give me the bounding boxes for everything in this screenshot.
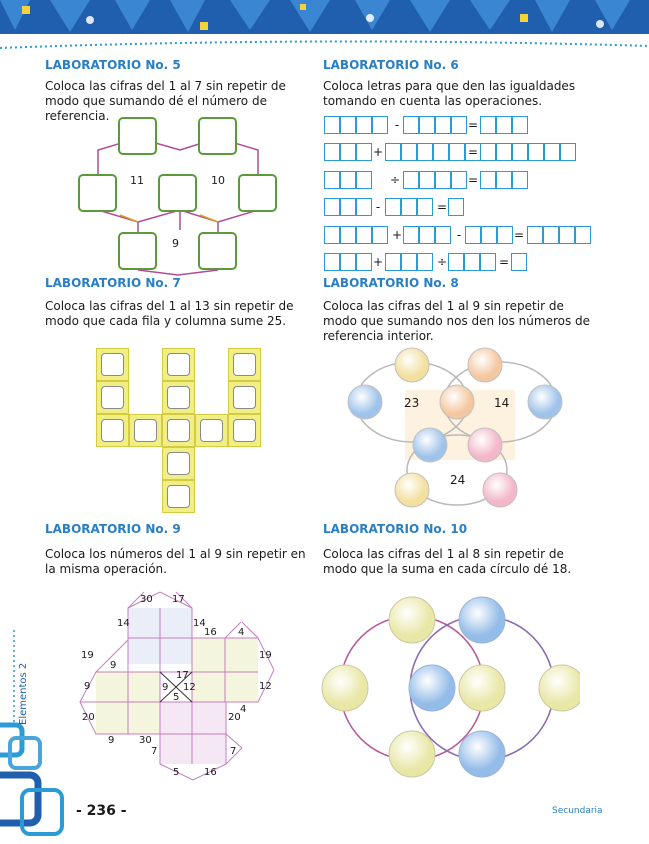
lab8-ref: 14 — [494, 396, 510, 410]
lab6-operator: - — [456, 228, 462, 242]
lab9-clue: 5 — [173, 692, 180, 703]
lab7-cell-box — [167, 419, 190, 442]
lab6-letter-box[interactable] — [401, 143, 417, 161]
lab7-cell-box — [233, 419, 256, 442]
lab8-cell — [395, 348, 429, 382]
lab6-letter-box[interactable] — [403, 171, 419, 189]
lab9-clue: 17 — [172, 594, 185, 605]
lab9-clue: 19 — [259, 650, 272, 661]
lab8-title: LABORATORIO No. 8 — [323, 276, 459, 290]
lab6-letter-box[interactable] — [340, 226, 356, 244]
sidebar-decoration — [0, 630, 75, 844]
lab6-letter-box[interactable] — [465, 226, 481, 244]
lab5-title: LABORATORIO No. 5 — [45, 58, 181, 72]
footer-level: Secundaria — [552, 806, 603, 816]
lab10-cell — [459, 597, 505, 643]
lab7-cell-box — [233, 353, 256, 376]
lab6-letter-box[interactable] — [340, 253, 356, 271]
lab10-cell — [389, 597, 435, 643]
lab5-ref: 10 — [211, 174, 225, 187]
lab8-diagram — [340, 340, 580, 520]
lab9-clue: 7 — [151, 746, 158, 757]
lab6-instruction: Coloca letras para que den las igualdades tomando en cuenta las operaciones. — [323, 79, 576, 108]
lab5-cell[interactable] — [118, 232, 157, 270]
lab9-clue: 14 — [193, 618, 206, 629]
lab6-letter-box[interactable] — [340, 198, 356, 216]
lab9-clue: 16 — [204, 627, 217, 638]
lab6-letter-box[interactable] — [356, 171, 372, 189]
lab9-clue: 5 — [173, 767, 180, 778]
lab9-clue: 30 — [140, 594, 153, 605]
lab6-operator: + — [391, 228, 403, 242]
lab7-cell-box — [167, 353, 190, 376]
lab6-letter-box[interactable] — [324, 171, 340, 189]
lab7-cell-box — [167, 452, 190, 475]
lab9-clue: 20 — [228, 712, 241, 723]
lab6-operator: ÷ — [436, 255, 448, 269]
lab6-letter-box[interactable] — [385, 198, 401, 216]
lab5-cell[interactable] — [118, 117, 157, 155]
lab6-letter-box[interactable] — [356, 198, 372, 216]
lab7-cell-box — [167, 485, 190, 508]
lab9-clue: 20 — [82, 712, 95, 723]
lab9-clue: 4 — [238, 627, 245, 638]
lab6-letter-box[interactable] — [497, 226, 513, 244]
lab6-letter-box[interactable] — [324, 116, 340, 134]
lab9-diagram — [78, 590, 278, 785]
lab6-letter-box[interactable] — [528, 143, 544, 161]
lab7-cell[interactable] — [228, 381, 261, 414]
page-number: - 236 - — [76, 803, 127, 819]
lab6-letter-box[interactable] — [435, 116, 451, 134]
lab6-letter-box[interactable] — [417, 253, 433, 271]
lab6-operator: = — [467, 173, 479, 187]
lab6-letter-box[interactable] — [324, 226, 340, 244]
lab6-letter-box[interactable] — [403, 226, 419, 244]
lab5-ref: 11 — [130, 174, 144, 187]
lab5-cell[interactable] — [198, 117, 237, 155]
lab6-letter-box[interactable] — [451, 116, 467, 134]
lab7-cell-box — [101, 386, 124, 409]
lab6-letter-box[interactable] — [496, 116, 512, 134]
lab6-letter-box[interactable] — [372, 116, 388, 134]
lab10-title: LABORATORIO No. 10 — [323, 522, 468, 536]
lab6-letter-box[interactable] — [340, 171, 356, 189]
lab9-clue: 14 — [117, 618, 130, 629]
lab6-operator: = — [513, 228, 525, 242]
lab9-clue: 4 — [240, 704, 247, 715]
lab9-clue: 16 — [204, 767, 217, 778]
lab10-cell — [409, 665, 455, 711]
lab6-letter-box[interactable] — [480, 116, 496, 134]
lab6-operator: = — [436, 200, 448, 214]
lab9-clue: 9 — [162, 682, 169, 693]
lab6-letter-box[interactable] — [356, 253, 372, 271]
lab6-letter-box[interactable] — [544, 143, 560, 161]
lab10-instruction: Coloca las cifras del 1 al 8 sin repetir de modo que la suma en cada círculo dé 18. — [323, 547, 572, 576]
lab6-letter-box[interactable] — [449, 143, 465, 161]
lab7-cell[interactable] — [96, 414, 129, 447]
lab8-cell — [440, 385, 474, 419]
lab8-cell — [395, 473, 429, 507]
lab8-cell — [468, 428, 502, 462]
lab7-cell-box — [101, 419, 124, 442]
lab6-operator: + — [372, 145, 384, 159]
lab8-cell — [528, 385, 562, 419]
lab6-letter-box[interactable] — [511, 253, 527, 271]
lab7-cell-box — [200, 419, 223, 442]
lab6-letter-box[interactable] — [560, 143, 576, 161]
lab6-letter-box[interactable] — [512, 171, 528, 189]
lab10-cell — [459, 665, 505, 711]
lab6-operator: + — [372, 255, 384, 269]
lab6-operator: = — [498, 255, 510, 269]
lab9-clue: 19 — [81, 650, 94, 661]
lab6-operator: - — [394, 118, 400, 132]
lab6-letter-box[interactable] — [401, 253, 417, 271]
lab6-letter-box[interactable] — [419, 226, 435, 244]
lab6-letter-box[interactable] — [324, 143, 340, 161]
lab6-letter-box[interactable] — [401, 198, 417, 216]
lab9-clue: 12 — [183, 682, 196, 693]
lab5-ref: 9 — [172, 237, 179, 250]
lab9-clue: 7 — [230, 746, 237, 757]
lab7-cell-box — [134, 419, 157, 442]
lab6-letter-box[interactable] — [433, 143, 449, 161]
lab10-diagram — [320, 592, 580, 792]
lab8-cell — [483, 473, 517, 507]
lab9-clue: 9 — [108, 735, 115, 746]
lab8-cell — [413, 428, 447, 462]
header-banner — [0, 0, 649, 58]
lab6-letter-box[interactable] — [480, 143, 496, 161]
lab6-letter-box[interactable] — [543, 226, 559, 244]
lab6-letter-box[interactable] — [324, 253, 340, 271]
lab7-cell-box — [233, 386, 256, 409]
lab7-cell-box — [167, 386, 190, 409]
lab6-letter-box[interactable] — [512, 116, 528, 134]
lab6-operator: = — [467, 145, 479, 159]
lab9-clue: 12 — [259, 681, 272, 692]
lab5-cell[interactable] — [238, 174, 277, 212]
lab9-clue: 30 — [139, 735, 152, 746]
lab5-instruction: Coloca las cifras del 1 al 7 sin repetir de modo que sumando dé el número de referencia. — [45, 79, 286, 123]
lab8-ref: 24 — [450, 473, 466, 487]
lab6-letter-box[interactable] — [496, 143, 512, 161]
lab6-letter-box[interactable] — [512, 143, 528, 161]
lab6-letter-box[interactable] — [356, 226, 372, 244]
lab6-operator: ÷ — [389, 173, 401, 187]
lab6-letter-box[interactable] — [419, 116, 435, 134]
lab6-letter-box[interactable] — [435, 171, 451, 189]
lab6-letter-box[interactable] — [481, 226, 497, 244]
lab7-cell[interactable] — [228, 348, 261, 381]
lab6-letter-box[interactable] — [464, 253, 480, 271]
lab6-letter-box[interactable] — [480, 171, 496, 189]
lab8-ref: 23 — [404, 396, 420, 410]
lab6-letter-box[interactable] — [340, 143, 356, 161]
lab7-cell-box — [101, 353, 124, 376]
lab6-letter-box[interactable] — [480, 253, 496, 271]
lab9-clue: 9 — [110, 660, 117, 671]
lab6-letter-box[interactable] — [559, 226, 575, 244]
lab9-clue: 9 — [84, 681, 91, 692]
lab7-cell[interactable] — [162, 447, 195, 480]
lab7-title: LABORATORIO No. 7 — [45, 276, 181, 290]
lab6-letter-box[interactable] — [435, 226, 451, 244]
lab6-letter-box[interactable] — [385, 143, 401, 161]
lab5-cell[interactable] — [198, 232, 237, 270]
lab7-cell[interactable] — [96, 381, 129, 414]
lab6-operator: = — [467, 118, 479, 132]
lab6-letter-box[interactable] — [527, 226, 543, 244]
lab5-cell[interactable] — [158, 174, 197, 212]
lab7-cell[interactable] — [162, 414, 195, 447]
lab10-cell — [389, 731, 435, 777]
lab9-clue: 17 — [176, 670, 189, 681]
lab6-letter-box[interactable] — [448, 198, 464, 216]
lab8-instruction: Coloca las cifras del 1 al 9 sin repetir de modo que sumando nos den los números de referencia interior. — [323, 299, 591, 343]
lab6-operator: - — [375, 200, 381, 214]
lab6-letter-box[interactable] — [496, 171, 512, 189]
lab6-letter-box[interactable] — [324, 198, 340, 216]
lab6-title: LABORATORIO No. 6 — [323, 58, 459, 72]
lab10-cell — [322, 665, 368, 711]
lab6-letter-box[interactable] — [340, 116, 356, 134]
lab6-letter-box[interactable] — [356, 116, 372, 134]
lab10-cell — [459, 731, 505, 777]
lab8-cell — [348, 385, 382, 419]
lab6-letter-box[interactable] — [419, 171, 435, 189]
lab5-cell[interactable] — [78, 174, 117, 212]
lab6-letter-box[interactable] — [575, 226, 591, 244]
lab9-instruction: Coloca los números del 1 al 9 sin repetir en la misma operación. — [45, 547, 306, 576]
lab6-letter-box[interactable] — [385, 253, 401, 271]
lab8-cell — [468, 348, 502, 382]
lab7-cell[interactable] — [162, 348, 195, 381]
lab6-letter-box[interactable] — [417, 143, 433, 161]
lab7-cell[interactable] — [195, 414, 228, 447]
lab7-cell[interactable] — [96, 348, 129, 381]
lab7-cell[interactable] — [228, 414, 261, 447]
lab6-letter-box[interactable] — [417, 198, 433, 216]
lab6-letter-box[interactable] — [451, 171, 467, 189]
lab7-cell[interactable] — [129, 414, 162, 447]
lab9-title: LABORATORIO No. 9 — [45, 522, 181, 536]
lab6-letter-box[interactable] — [356, 143, 372, 161]
lab7-cell[interactable] — [162, 381, 195, 414]
lab6-letter-box[interactable] — [448, 253, 464, 271]
lab7-instruction: Coloca las cifras del 1 al 13 sin repetir de modo que cada fila y columna sume 25. — [45, 299, 294, 328]
lab10-cell — [539, 665, 580, 711]
sidebar-book-title: Elementos 2 — [18, 662, 29, 725]
lab6-letter-box[interactable] — [372, 226, 388, 244]
lab6-letter-box[interactable] — [403, 116, 419, 134]
lab7-cell[interactable] — [162, 480, 195, 513]
